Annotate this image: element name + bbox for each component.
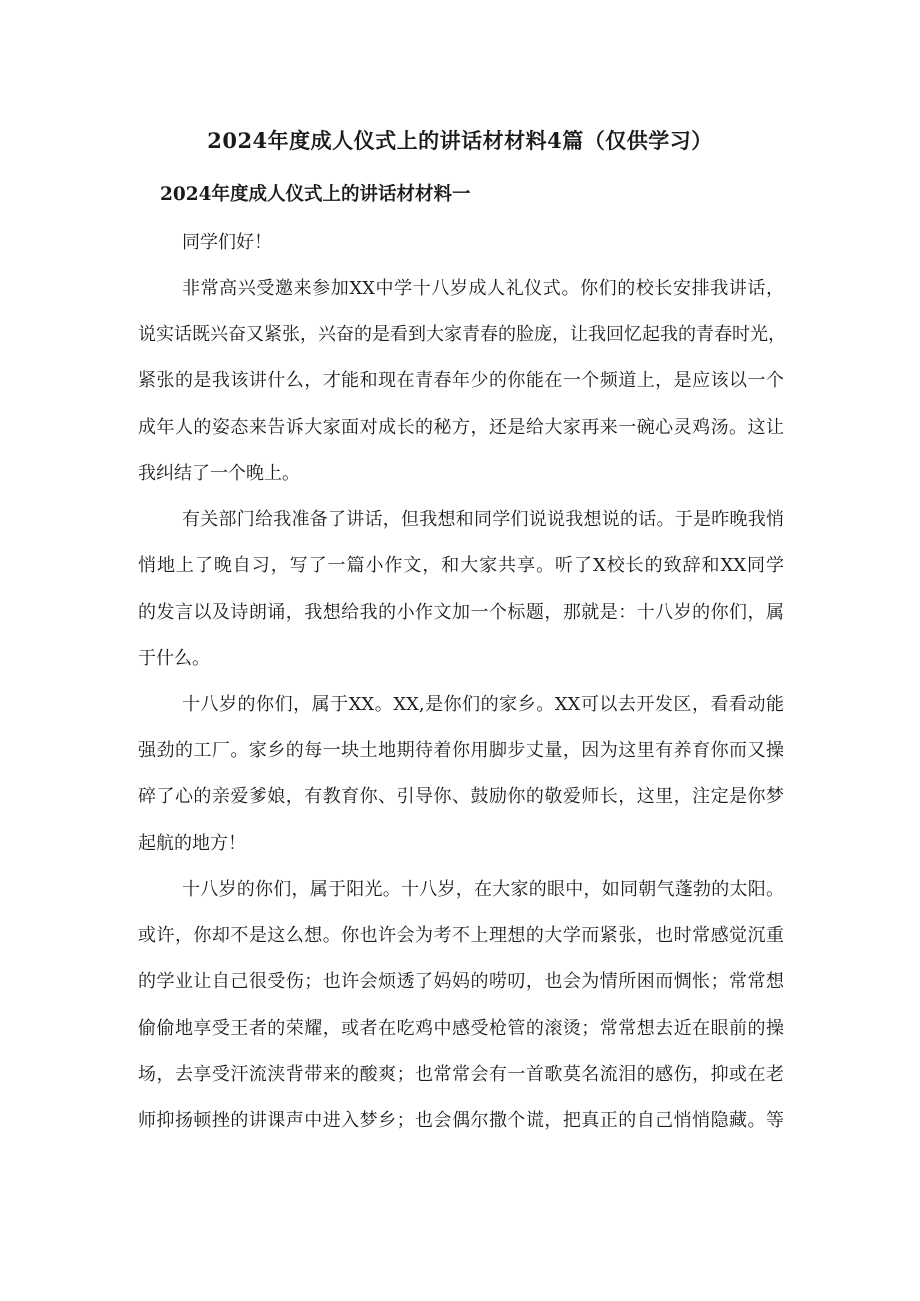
paragraph-line: 我纠结了一个晚上。 — [138, 463, 300, 484]
paragraph-line: 场，去享受汗流浃背带来的酸爽；也常常会有一首歌莫名流泪的感伤，抑或在老 — [138, 1064, 784, 1085]
paragraph-line: 碎了心的亲爱爹娘，有教育你、引导你、鼓励你的敬爱师长，这里，注定是你梦 — [138, 786, 784, 807]
paragraph-line: 十八岁的你们，属于阳光。十八岁，在大家的眼中，如同朝气蓬勃的太阳。 — [182, 879, 784, 900]
paragraph-line: 有关部门给我准备了讲话，但我想和同学们说说我想说的话。于是昨晚我悄 — [182, 509, 784, 530]
paragraph-line: 强劲的工厂。家乡的每一块土地期待着你用脚步丈量，因为这里有养育你而又操 — [138, 740, 784, 761]
section-title: 2024年度成人仪式上的讲话材材料一 — [160, 184, 471, 205]
document-title: 2024年度成人仪式上的讲话材材料4篇（仅供学习） — [207, 128, 713, 153]
paragraph-line: 的学业让自己很受伤；也许会烦透了妈妈的唠叨，也会为情所困而惆怅；常常想 — [138, 971, 784, 992]
paragraph-line: 说实话既兴奋又紧张，兴奋的是看到大家青春的脸庞，让我回忆起我的青春时光， — [138, 324, 786, 345]
paragraph-line: 师抑扬顿挫的讲课声中进入梦乡；也会偶尔撒个谎，把真正的自己悄悄隐藏。等 — [138, 1110, 784, 1131]
paragraph-line: 十八岁的你们，属于XX。XX,是你们的家乡。XX可以去开发区，看看动能 — [182, 694, 784, 715]
paragraph-line: 起航的地方！ — [138, 833, 246, 854]
greeting-line: 同学们好！ — [182, 232, 272, 253]
paragraph-line: 紧张的是我该讲什么，才能和现在青春年少的你能在一个频道上，是应该以一个 — [138, 370, 784, 391]
paragraph-line: 的发言以及诗朗诵，我想给我的小作文加一个标题，那就是：十八岁的你们，属 — [138, 602, 784, 623]
paragraph-line: 非常高兴受邀来参加XX中学十八岁成人礼仪式。你们的校长安排我讲话， — [182, 278, 784, 299]
paragraph-line: 悄地上了晚自习，写了一篇小作文，和大家共享。听了X校长的致辞和XX同学 — [138, 555, 784, 576]
paragraph-line: 于什么。 — [138, 648, 210, 669]
paragraph-line: 或许，你却不是这么想。你也许会为考不上理想的大学而紧张，也时常感觉沉重 — [138, 925, 784, 946]
paragraph-line: 成年人的姿态来告诉大家面对成长的秘方，还是给大家再来一碗心灵鸡汤。这让 — [138, 417, 784, 438]
paragraph-line: 偷偷地享受王者的荣耀，或者在吃鸡中感受枪管的滚烫；常常想去近在眼前的操 — [138, 1018, 784, 1039]
